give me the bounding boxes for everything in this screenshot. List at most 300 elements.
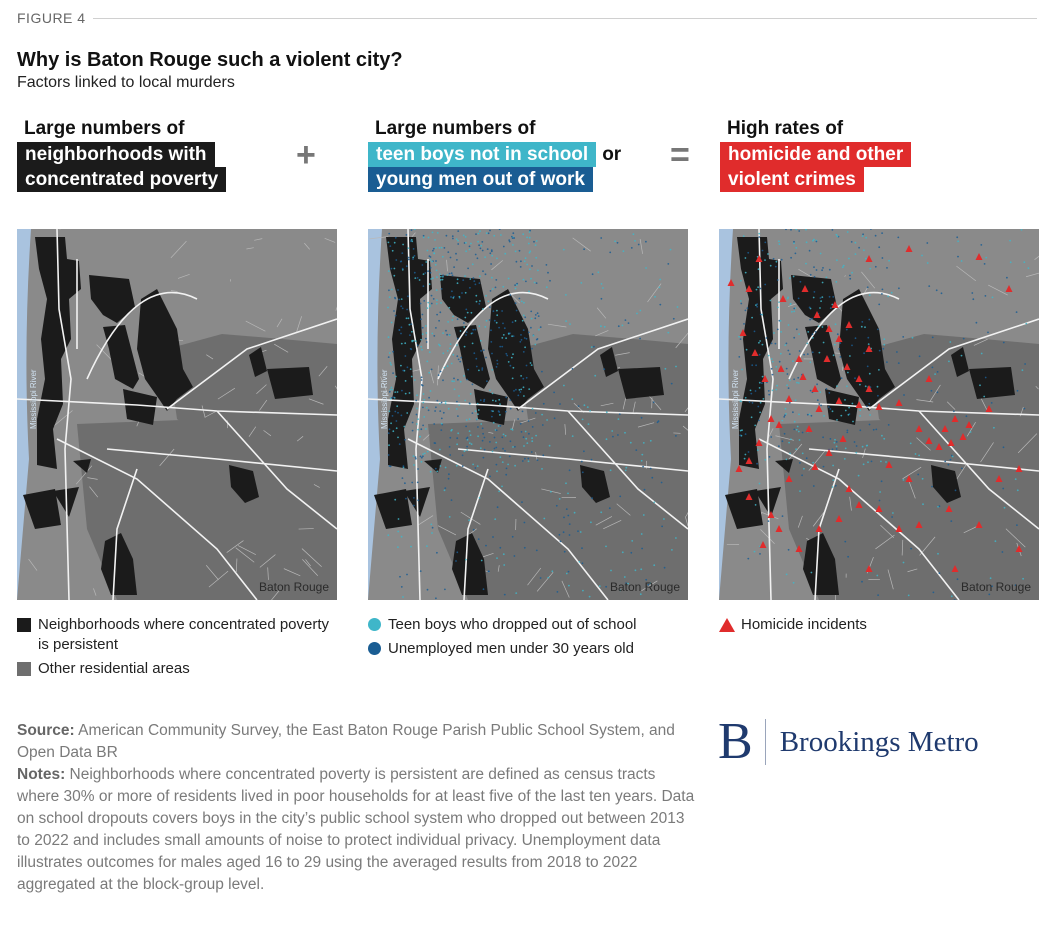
data-dot — [831, 304, 833, 306]
data-dot — [852, 403, 854, 405]
data-dot — [885, 461, 887, 463]
data-dot — [809, 413, 811, 415]
river-label: Mississippi River — [29, 369, 38, 429]
data-dot — [452, 316, 454, 318]
data-dot — [823, 415, 825, 417]
legend-label: Neighborhoods where concentrated poverty is persistent — [38, 616, 330, 653]
data-dot — [855, 337, 857, 339]
data-dot — [523, 445, 525, 447]
data-dot — [484, 437, 486, 439]
street — [491, 260, 502, 269]
data-dot — [922, 478, 924, 480]
data-dot — [832, 479, 834, 481]
data-dot — [846, 385, 848, 387]
data-dot — [519, 250, 521, 252]
data-dot — [747, 558, 749, 560]
data-dot — [820, 253, 822, 255]
data-dot — [822, 436, 824, 438]
data-dot — [559, 534, 561, 536]
data-dot — [836, 234, 838, 236]
data-dot — [480, 248, 482, 250]
data-dot — [388, 454, 390, 456]
data-dot — [445, 403, 447, 405]
street — [760, 529, 774, 543]
data-dot — [640, 568, 642, 570]
data-dot — [983, 396, 985, 398]
data-dot — [409, 392, 411, 394]
data-dot — [770, 265, 772, 267]
data-dot — [465, 559, 467, 561]
data-dot — [745, 257, 747, 259]
data-dot — [411, 323, 413, 325]
data-dot — [567, 493, 569, 495]
poverty-area — [805, 325, 841, 389]
data-dot — [898, 362, 900, 364]
data-dot — [830, 307, 832, 309]
data-dot — [421, 349, 423, 351]
data-dot — [524, 337, 526, 339]
data-dot — [429, 283, 431, 285]
data-dot — [617, 434, 619, 436]
data-dot — [411, 229, 413, 231]
data-dot — [478, 325, 480, 327]
data-dot — [793, 276, 795, 278]
homicide-marker — [812, 385, 819, 392]
data-dot — [813, 266, 815, 268]
data-dot — [793, 582, 795, 584]
data-dot — [455, 560, 457, 562]
data-dot — [512, 321, 514, 323]
data-dot — [491, 369, 493, 371]
data-dot — [451, 499, 453, 501]
data-dot — [966, 415, 968, 417]
data-dot — [417, 277, 419, 279]
data-dot — [554, 417, 556, 419]
data-dot — [862, 446, 864, 448]
data-dot — [478, 244, 480, 246]
data-dot — [394, 297, 396, 299]
data-dot — [795, 448, 797, 450]
data-dot — [810, 274, 812, 276]
data-dot — [432, 250, 434, 252]
data-dot — [433, 423, 435, 425]
data-dot — [535, 435, 537, 437]
data-dot — [1002, 488, 1004, 490]
data-dot — [805, 263, 807, 265]
data-dot — [499, 346, 501, 348]
poverty-area — [267, 367, 313, 399]
data-dot — [772, 361, 774, 363]
data-dot — [427, 302, 429, 304]
data-dot — [869, 414, 871, 416]
data-dot — [944, 461, 946, 463]
data-dot — [770, 300, 772, 302]
data-dot — [762, 250, 764, 252]
street — [844, 276, 845, 277]
data-dot — [515, 288, 517, 290]
poverty-swatch — [17, 618, 31, 632]
poverty-area — [825, 389, 859, 425]
data-dot — [496, 360, 498, 362]
data-dot — [469, 249, 471, 251]
data-dot — [799, 350, 801, 352]
data-dot — [420, 570, 422, 572]
source-text: American Community Survey, the East Baton Rouge Parish Public School System, and Open Data BR — [17, 722, 675, 761]
data-dot — [492, 393, 494, 395]
data-dot — [625, 467, 627, 469]
data-dot — [430, 259, 432, 261]
data-dot — [452, 238, 454, 240]
data-dot — [508, 361, 510, 363]
data-dot — [506, 355, 508, 357]
data-dot — [490, 329, 492, 331]
data-dot — [848, 407, 850, 409]
data-dot — [451, 429, 453, 431]
data-dot — [815, 331, 817, 333]
data-dot — [635, 569, 637, 571]
data-dot — [745, 310, 747, 312]
data-dot — [466, 331, 468, 333]
data-dot — [832, 465, 834, 467]
data-dot — [469, 287, 471, 289]
data-dot — [778, 301, 780, 303]
data-dot — [799, 462, 801, 464]
data-dot — [466, 449, 468, 451]
data-dot — [937, 553, 939, 555]
data-dot — [841, 377, 843, 379]
column-poverty-header — [17, 116, 226, 192]
data-dot — [866, 445, 868, 447]
data-dot — [426, 332, 428, 334]
homicide-marker — [760, 541, 767, 548]
map-poverty — [17, 229, 337, 600]
data-dot — [528, 291, 530, 293]
data-dot — [759, 387, 761, 389]
data-dot — [1009, 240, 1011, 242]
data-dot — [882, 348, 884, 350]
data-dot — [541, 468, 543, 470]
data-dot — [623, 250, 625, 252]
legend-item-dropout — [368, 615, 698, 635]
data-dot — [421, 376, 423, 378]
data-dot — [793, 311, 795, 313]
data-dot — [472, 464, 474, 466]
data-dot — [489, 230, 491, 232]
data-dot — [436, 276, 438, 278]
data-dot — [469, 430, 471, 432]
data-dot — [956, 236, 958, 238]
notes-label: Notes: — [17, 766, 66, 783]
data-dot — [406, 317, 408, 319]
data-dot — [519, 341, 521, 343]
data-dot — [768, 394, 770, 396]
data-dot — [917, 474, 919, 476]
data-dot — [798, 333, 800, 335]
data-dot — [534, 282, 536, 284]
data-dot — [475, 410, 477, 412]
data-dot — [484, 449, 486, 451]
data-dot — [488, 571, 490, 573]
data-dot — [811, 318, 813, 320]
data-dot — [390, 389, 392, 391]
data-dot — [402, 268, 404, 270]
data-dot — [465, 426, 467, 428]
data-dot — [643, 442, 645, 444]
street — [325, 238, 335, 242]
data-dot — [494, 518, 496, 520]
data-dot — [388, 432, 390, 434]
data-dot — [423, 273, 425, 275]
data-dot — [423, 236, 425, 238]
data-dot — [489, 441, 491, 443]
data-dot — [528, 433, 530, 435]
data-dot — [425, 325, 427, 327]
data-dot — [389, 296, 391, 298]
data-dot — [542, 424, 544, 426]
data-dot — [886, 361, 888, 363]
data-dot — [431, 261, 433, 263]
data-dot — [399, 329, 401, 331]
data-dot — [950, 520, 952, 522]
data-dot — [439, 273, 441, 275]
data-dot — [583, 248, 585, 250]
data-dot — [837, 333, 839, 335]
data-dot — [861, 326, 863, 328]
brand-divider — [765, 719, 766, 765]
data-dot — [445, 401, 447, 403]
data-dot — [798, 431, 800, 433]
data-dot — [523, 329, 525, 331]
data-dot — [984, 263, 986, 265]
data-dot — [482, 427, 484, 429]
data-dot — [786, 368, 788, 370]
data-dot — [836, 446, 838, 448]
data-dot — [744, 458, 746, 460]
data-dot — [777, 329, 779, 331]
data-dot — [745, 433, 747, 435]
data-dot — [406, 412, 408, 414]
data-dot — [492, 288, 494, 290]
data-dot — [759, 340, 761, 342]
data-dot — [814, 291, 816, 293]
data-dot — [630, 442, 632, 444]
homicide-marker — [976, 253, 983, 260]
data-dot — [809, 250, 811, 252]
data-dot — [457, 318, 459, 320]
data-dot — [876, 575, 878, 577]
data-dot — [480, 340, 482, 342]
data-dot — [777, 279, 779, 281]
data-dot — [440, 465, 442, 467]
data-dot — [622, 551, 624, 553]
data-dot — [459, 296, 461, 298]
data-dot — [393, 310, 395, 312]
data-dot — [665, 368, 667, 370]
data-dot — [404, 439, 406, 441]
data-dot — [821, 296, 823, 298]
data-dot — [447, 321, 449, 323]
data-dot — [422, 333, 424, 335]
data-dot — [495, 400, 497, 402]
data-dot — [426, 341, 428, 343]
data-dot — [389, 391, 391, 393]
data-dot — [496, 429, 498, 431]
data-dot — [796, 328, 798, 330]
data-dot — [826, 277, 828, 279]
data-dot — [756, 463, 758, 465]
data-dot — [581, 547, 583, 549]
data-dot — [512, 353, 514, 355]
data-dot — [478, 409, 480, 411]
legend-item-poverty — [17, 615, 337, 655]
data-dot — [766, 337, 768, 339]
data-dot — [466, 446, 468, 448]
data-dot — [436, 299, 438, 301]
street — [171, 241, 187, 258]
data-dot — [410, 368, 412, 370]
data-dot — [408, 259, 410, 261]
data-dot — [542, 454, 544, 456]
data-dot — [751, 416, 753, 418]
data-dot — [489, 306, 491, 308]
data-dot — [779, 361, 781, 363]
data-dot — [840, 415, 842, 417]
data-dot — [396, 405, 398, 407]
data-dot — [463, 326, 465, 328]
data-dot — [528, 388, 530, 390]
data-dot — [454, 388, 456, 390]
data-dot — [464, 400, 466, 402]
data-dot — [439, 247, 441, 249]
data-dot — [786, 343, 788, 345]
data-dot — [512, 378, 514, 380]
poverty-area — [969, 367, 1015, 399]
street — [246, 248, 253, 249]
data-dot — [442, 332, 444, 334]
data-dot — [485, 295, 487, 297]
data-dot — [504, 450, 506, 452]
data-dot — [522, 320, 524, 322]
data-dot — [559, 498, 561, 500]
data-dot — [440, 371, 442, 373]
data-dot — [389, 245, 391, 247]
data-dot — [881, 480, 883, 482]
data-dot — [472, 384, 474, 386]
data-dot — [526, 377, 528, 379]
data-dot — [392, 430, 394, 432]
data-dot — [465, 236, 467, 238]
data-dot — [847, 430, 849, 432]
data-dot — [873, 429, 875, 431]
data-dot — [537, 270, 539, 272]
data-dot — [931, 486, 933, 488]
data-dot — [445, 467, 447, 469]
data-dot — [447, 365, 449, 367]
data-dot — [849, 278, 851, 280]
data-dot — [563, 385, 565, 387]
data-dot — [444, 589, 446, 591]
data-dot — [496, 310, 498, 312]
data-dot — [883, 344, 885, 346]
data-dot — [505, 337, 507, 339]
data-dot — [512, 244, 514, 246]
data-dot — [738, 356, 740, 358]
data-dot — [639, 310, 641, 312]
data-dot — [498, 327, 500, 329]
unemployed-dot-icon — [368, 642, 381, 655]
data-dot — [505, 435, 507, 437]
data-dot — [417, 418, 419, 420]
data-dot — [520, 389, 522, 391]
data-dot — [671, 383, 673, 385]
data-dot — [434, 442, 436, 444]
data-dot — [434, 410, 436, 412]
data-dot — [435, 597, 437, 599]
data-dot — [517, 418, 519, 420]
data-dot — [409, 334, 411, 336]
data-dot — [957, 578, 959, 580]
data-dot — [512, 232, 514, 234]
data-dot — [760, 288, 762, 290]
data-dot — [498, 425, 500, 427]
data-dot — [447, 350, 449, 352]
data-dot — [467, 312, 469, 314]
data-dot — [451, 272, 453, 274]
data-dot — [822, 267, 824, 269]
data-dot — [750, 390, 752, 392]
data-dot — [485, 357, 487, 359]
data-dot — [591, 459, 593, 461]
data-dot — [495, 447, 497, 449]
data-dot — [896, 351, 898, 353]
data-dot — [556, 505, 558, 507]
data-dot — [832, 296, 834, 298]
data-dot — [516, 310, 518, 312]
data-dot — [641, 533, 643, 535]
data-dot — [414, 379, 416, 381]
data-dot — [430, 272, 432, 274]
data-dot — [758, 420, 760, 422]
data-dot — [868, 319, 870, 321]
data-dot — [537, 312, 539, 314]
data-dot — [971, 292, 973, 294]
data-dot — [483, 399, 485, 401]
data-dot — [520, 391, 522, 393]
data-dot — [961, 355, 963, 357]
data-dot — [395, 315, 397, 317]
data-dot — [482, 440, 484, 442]
data-dot — [751, 364, 753, 366]
data-dot — [422, 314, 424, 316]
data-dot — [496, 258, 498, 260]
map-geometry — [719, 229, 1039, 600]
data-dot — [510, 428, 512, 430]
data-dot — [910, 443, 912, 445]
data-dot — [387, 307, 389, 309]
data-dot — [451, 380, 453, 382]
data-dot — [452, 297, 454, 299]
brand-mark: B — [718, 713, 753, 770]
data-dot — [800, 281, 802, 283]
data-dot — [413, 505, 415, 507]
data-dot — [603, 368, 605, 370]
data-dot — [784, 344, 786, 346]
data-dot — [536, 339, 538, 341]
data-dot — [397, 531, 399, 533]
data-dot — [497, 506, 499, 508]
data-dot — [511, 357, 513, 359]
data-dot — [501, 346, 503, 348]
